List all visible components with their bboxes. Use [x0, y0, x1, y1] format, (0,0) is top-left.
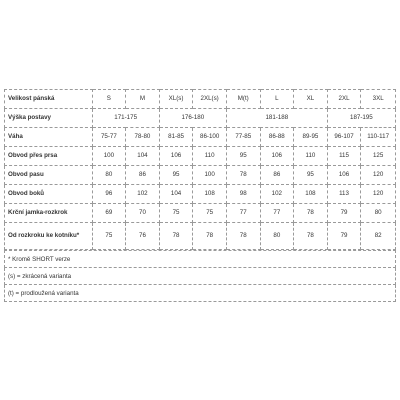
- value-cell: 104: [126, 147, 160, 166]
- size-cell: M(t): [226, 90, 260, 109]
- value-cell: 96-107: [327, 128, 361, 147]
- value-cell: 102: [126, 185, 160, 204]
- height-range-cell: 181-188: [226, 109, 327, 128]
- row-label: Obvod přes prsa: [5, 147, 93, 166]
- value-cell: 98: [226, 185, 260, 204]
- value-cell: 78: [226, 223, 260, 250]
- value-cell: 79: [327, 223, 361, 250]
- row-label: Krční jamka-rozkrok: [5, 204, 93, 223]
- value-cell: 78: [226, 166, 260, 185]
- value-cell: 75: [92, 223, 126, 250]
- value-cell: 120: [361, 166, 396, 185]
- table-row: [5, 128, 396, 147]
- row-label: Obvod boků: [5, 185, 93, 204]
- value-cell: 115: [327, 147, 361, 166]
- value-cell: 95: [226, 147, 260, 166]
- value-cell: 78: [193, 223, 227, 250]
- header-row: [5, 90, 396, 109]
- value-cell: 76: [126, 223, 160, 250]
- row-label: Váha: [5, 128, 93, 147]
- size-cell: L: [260, 90, 294, 109]
- table-row: [5, 223, 396, 250]
- value-cell: 80: [260, 223, 294, 250]
- value-cell: 100: [92, 147, 126, 166]
- value-cell: 100: [193, 166, 227, 185]
- value-cell: 110: [294, 147, 328, 166]
- value-cell: 86-100: [193, 128, 227, 147]
- value-cell: 106: [159, 147, 193, 166]
- value-cell: 75: [159, 204, 193, 223]
- value-cell: 108: [193, 185, 227, 204]
- size-cell: XL(s): [159, 90, 193, 109]
- value-cell: 86: [126, 166, 160, 185]
- size-cell: S: [92, 90, 126, 109]
- height-range-cell: 176-180: [159, 109, 226, 128]
- table-row: [5, 166, 396, 185]
- row-label: Od rozkroku ke kotníku*: [5, 223, 93, 250]
- value-cell: 75-77: [92, 128, 126, 147]
- value-cell: 78: [159, 223, 193, 250]
- value-cell: 113: [327, 185, 361, 204]
- size-cell: 3XL: [361, 90, 396, 109]
- value-cell: 78-80: [126, 128, 160, 147]
- value-cell: 95: [294, 166, 328, 185]
- value-cell: 70: [126, 204, 160, 223]
- row-label: Obvod pasu: [5, 166, 93, 185]
- value-cell: 69: [92, 204, 126, 223]
- value-cell: 81-85: [159, 128, 193, 147]
- value-cell: 106: [327, 166, 361, 185]
- size-table: [4, 89, 396, 250]
- value-cell: 95: [159, 166, 193, 185]
- size-cell: 2XL(s): [193, 90, 227, 109]
- value-cell: 120: [361, 185, 396, 204]
- footnote: (s) = zkrácená varianta: [5, 268, 396, 285]
- value-cell: 102: [260, 185, 294, 204]
- value-cell: 80: [361, 204, 396, 223]
- height-row: [5, 109, 396, 128]
- value-cell: 77-85: [226, 128, 260, 147]
- value-cell: 75: [193, 204, 227, 223]
- height-range-cell: 187-195: [327, 109, 395, 128]
- value-cell: 110-117: [361, 128, 396, 147]
- value-cell: 80: [92, 166, 126, 185]
- value-cell: 86-88: [260, 128, 294, 147]
- size-cell: XL: [294, 90, 328, 109]
- value-cell: 78: [294, 204, 328, 223]
- value-cell: 96: [92, 185, 126, 204]
- table-row: [5, 147, 396, 166]
- footnote: * Kromě SHORT verze: [5, 251, 396, 268]
- value-cell: 125: [361, 147, 396, 166]
- value-cell: 77: [260, 204, 294, 223]
- header-label: Velikost pánská: [5, 90, 93, 109]
- value-cell: 106: [260, 147, 294, 166]
- value-cell: 108: [294, 185, 328, 204]
- size-chart: [4, 89, 396, 302]
- table-row: [5, 204, 396, 223]
- height-range-cell: 171-175: [92, 109, 159, 128]
- value-cell: 79: [327, 204, 361, 223]
- notes-table: [4, 250, 396, 302]
- value-cell: 86: [260, 166, 294, 185]
- size-cell: M: [126, 90, 160, 109]
- value-cell: 104: [159, 185, 193, 204]
- value-cell: 110: [193, 147, 227, 166]
- value-cell: 89-95: [294, 128, 328, 147]
- footnote: (t) = prodloužená varianta: [5, 285, 396, 302]
- value-cell: 77: [226, 204, 260, 223]
- height-label: Výška postavy: [5, 109, 93, 128]
- value-cell: 82: [361, 223, 396, 250]
- size-cell: 2XL: [327, 90, 361, 109]
- value-cell: 78: [294, 223, 328, 250]
- table-row: [5, 185, 396, 204]
